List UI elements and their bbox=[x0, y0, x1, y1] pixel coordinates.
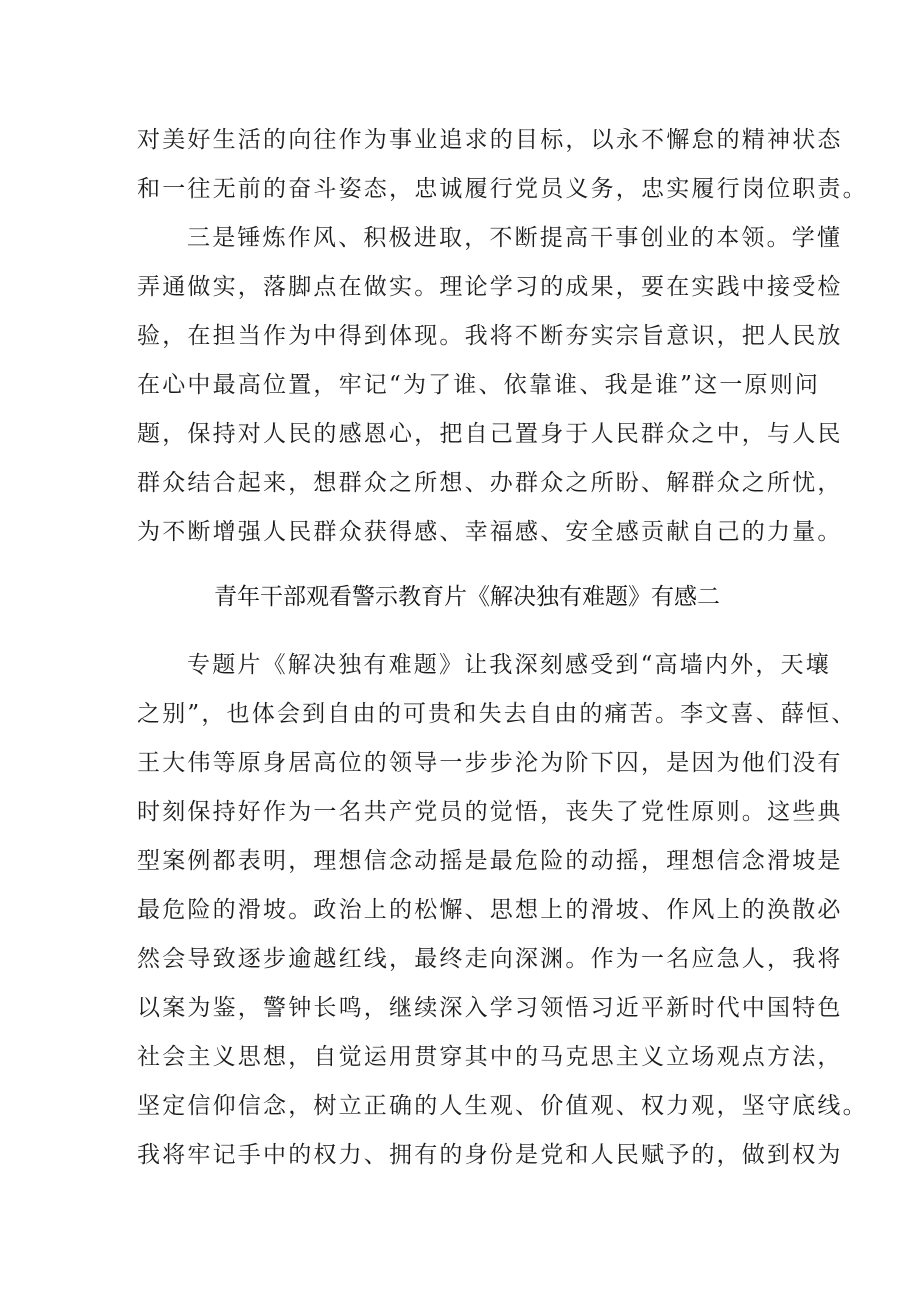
paragraph-2-line-7: 为不断增强人民群众获得感、幸福感、安全感贡献自己的力量。 bbox=[137, 519, 843, 545]
paragraph-3-line-9: 社会主义思想，自觉运用贯穿其中的马克思主义立场观点方法， bbox=[137, 1044, 843, 1070]
paragraph-1-line-1: 对美好生活的向往作为事业追求的目标，以永不懈怠的精神状态 bbox=[137, 127, 843, 153]
paragraph-3-line-10: 坚定信仰信念，树立正确的人生观、价值观、权力观，坚守底线。 bbox=[137, 1093, 868, 1119]
paragraph-2-line-5: 题，保持对人民的感恩心，把自己置身于人民群众之中，与人民 bbox=[137, 421, 843, 447]
paragraph-3-line-3: 王大伟等原身居高位的领导一步步沦为阶下囚，是因为他们没有 bbox=[137, 750, 843, 776]
paragraph-3-line-11: 我将牢记手中的权力、拥有的身份是党和人民赋予的，做到权为 bbox=[137, 1142, 843, 1168]
paragraph-1-line-2: 和一往无前的奋斗姿态，忠诚履行党员义务，忠实履行岗位职责。 bbox=[137, 176, 868, 202]
section-title: 青年干部观看警示教育片《解决独有难题》有感二 bbox=[214, 584, 720, 610]
paragraph-3-line-6: 最危险的滑坡。政治上的松懈、思想上的滑坡、作风上的涣散必 bbox=[137, 897, 843, 923]
paragraph-2-line-3: 验，在担当作为中得到体现。我将不断夯实宗旨意识，把人民放 bbox=[137, 323, 843, 349]
paragraph-2-line-1: 三是锤炼作风、积极进取，不断提高干事创业的本领。学懂 bbox=[187, 225, 843, 251]
paragraph-3-line-7: 然会导致逐步逾越红线，最终走向深渊。作为一名应急人，我将 bbox=[137, 946, 843, 972]
paragraph-3-line-8: 以案为鉴，警钟长鸣，继续深入学习领悟习近平新时代中国特色 bbox=[137, 995, 843, 1021]
paragraph-2-line-6: 群众结合起来，想群众之所想、办群众之所盼、解群众之所忧， bbox=[137, 470, 843, 496]
paragraph-3-line-1: 专题片《解决独有难题》让我深刻感受到“高墙内外，天壤 bbox=[187, 652, 831, 678]
paragraph-3-line-4: 时刻保持好作为一名共产党员的觉悟，丧失了党性原则。这些典 bbox=[137, 799, 843, 825]
paragraph-2-line-4: 在心中最高位置，牢记“为了谁、依靠谁、我是谁”这一原则问 bbox=[137, 372, 821, 398]
paragraph-2-line-2: 弄通做实，落脚点在做实。理论学习的成果，要在实践中接受检 bbox=[137, 274, 843, 300]
paragraph-3-line-5: 型案例都表明，理想信念动摇是最危险的动摇，理想信念滑坡是 bbox=[137, 848, 843, 874]
paragraph-3-line-2: 之别”，也体会到自由的可贵和失去自由的痛苦。李文喜、薛恒、 bbox=[137, 701, 857, 727]
